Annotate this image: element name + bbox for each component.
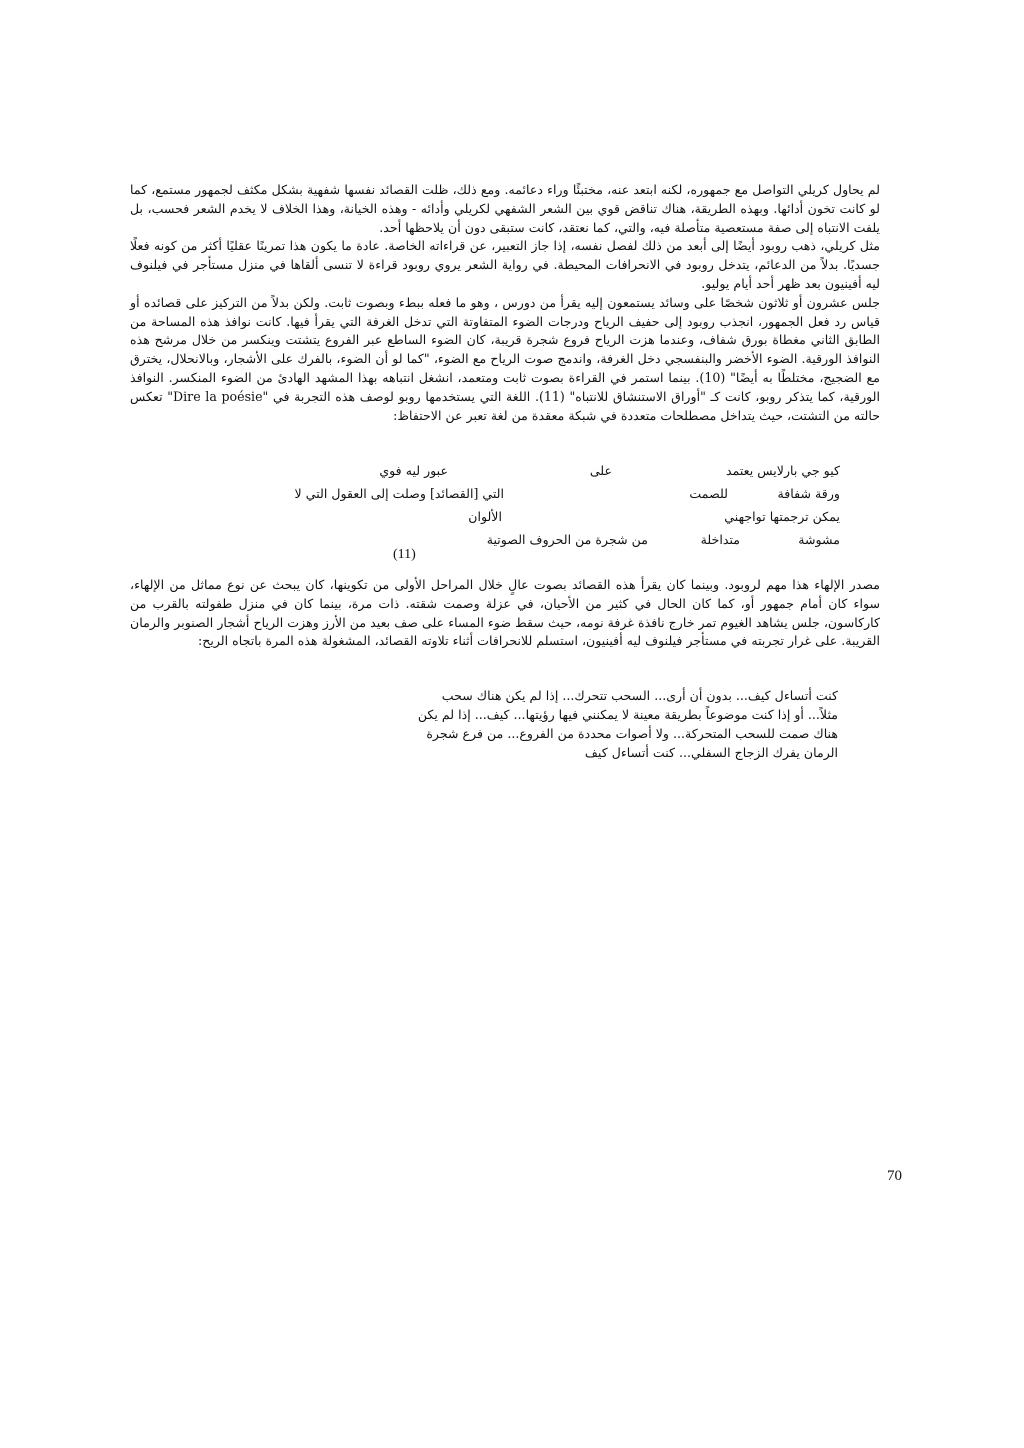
poem-fragment: كيو جي بارلايس يعتمد — [725, 463, 840, 478]
poem-line: الرمان يفرك الزجاج السفلي... كنت أتساءل كيف — [584, 745, 838, 760]
poem-line — [300, 509, 840, 532]
poem-fragment: متداخلة — [700, 532, 740, 547]
paragraph-distraction: مصدر الإلهاء هذا مهم لروبود. وبينما كان يقرأ هذه القصائد بصوت عالٍ خلال المراحل الأولى من تكوينها، كان يبحث عن نوع مماثل من الإلهاء، سواء كان أمام جمهور أو، كما كان الحال في كثير من الأحيان، في عزلة وصمت شقته. ذات مرة، بينما كان في منزل طفولته بالقرب من كاركاسون، جلس يشاهد الغيوم تمر خارج نافذة غرفة نومه، حيث سقط ضوء المساء على صف بعيد من الأرز وهزت الرياح أشجار الصنوبر والرمان القريبة. على غرار تجربته في مستأجر فيلنوف ليه أفينيون، استسلم للانحرافات أثناء تلاوته القصائد، المشغولة هذه المرة باتجاه الريح: — [130, 577, 880, 649]
paragraph-roubaud-reading: مثل كريلي، ذهب روبود أيضًا إلى أبعد من ذلك لفصل نفسه، إذا جاز التعبير، عن قراءاته الخاصة. عادة ما يكون هذا تمرينًا عقليًا أكثر من كونه فعلًا جسديًا. بدلاً من الدعائم، يتدخل روبود في الانحرافات المحيطة. في رواية الشعر يروي روبود قراءة لا تنسى ألقاها في منزل مستأجر في فيلنوف ليه أفينيون بعد ظهر أحد أيام يوليو. — [130, 238, 880, 291]
poem-line — [294, 486, 840, 509]
body-text-upper — [130, 181, 880, 425]
poem-fragment: مشوشة — [798, 532, 840, 547]
body-text-lower — [130, 576, 880, 651]
poem-line — [300, 532, 840, 555]
paragraph-creeley: لم يحاول كريلي التواصل مع جمهوره، لكنه ابتعد عنه، مختبئًا وراء دعائمه. ومع ذلك، ظلت القصائد نفسها شفهية بشكل مكثف لجمهور مستمع، كما لو كانت تخون أدائها. وبهذه الطريقة، هناك تناقض قوي بين الشعر الشفهي لكريلي وأدائه - وهذه الخيانة، وهذا الخلاف لا يخدم الشعر فحسب، بل يلفت الانتباه إلى صفة مستعصية متأصلة فيه، والتي، كما نعتقد، كانت ستبقى دون أن يلاحظها أحد. — [130, 182, 880, 235]
poem-line — [300, 463, 840, 486]
poem-fragment: للصمت — [689, 486, 728, 501]
page-number: 70 — [887, 1168, 902, 1184]
poem-quote-two — [388, 686, 838, 762]
paragraph-cushions-light: جلس عشرون أو ثلاثون شخصًا على وسائد يستمعون إليه يقرأ من دورس ، وهو ما فعله ببطء وبصوت ثابت. ولكن بدلاً من التركيز على قصائده أو قياس رد فعل الجمهور، انجذب روبود إلى حفيف الرياح ودرجات الضوء المتفاوتة التي تدخل الغرفة التي يقرأ فيها. كانت نوافذ هذه المساحة من الطابق الثاني مغطاة بورق شفاف، وعندما هزت الرياح فروع شجرة قريبة، كان الضوء الساطع عبر الفروع يتشتت وينكسر من خلال مرشح هذه النوافذ الورقية. الضوء الأخضر والبنفسجي دخل الغرفة، واندمج صوت الرياح مع الضوء، "كما لو أن الضوء، بالفرك على الأشجار، وبالانحلال، يخترق مع الضجيج، مختلطًا به أيضًا" (10). بينما استمر في القراءة بصوت ثابت ومتعمد، انشغل انتباهه بهذا المشهد الهادئ من الضوء المنكسر. النوافذ الورقية، كما يتذكر روبو، كانت كـ "أوراق الاستنشاق للانتباه" (11). اللغة التي يستخدمها روبو لوصف هذه التجربة في "Dire la poésie" تعكس حالته من التشتت، حيث يتداخل مصطلحات متعددة في شبكة معقدة من لغة تعبر عن الاحتفاظ: — [130, 294, 880, 423]
poem-fragment: الألوان — [468, 509, 502, 524]
poem-line: مثلاً... أو إذا كنت موضوعاً بطريقة معينة لا يمكنني فيها رؤيتها... كيف... إذا لم يكن — [417, 707, 838, 722]
poem-line: كنت أتساءل كيف... بدون أن أرى... السحب تتحرك... إذا لم يكن هناك سحب — [441, 688, 838, 703]
poem-line: هناك صمت للسحب المتحركة... ولا أصوات محددة من الفروع... من فرع شجرة — [426, 726, 838, 741]
poem-fragment: التي [القصائد] وصلت إلى العقول التي لا — [294, 486, 504, 501]
poem-fragment: يمكن ترجمتها تواجهني — [724, 509, 840, 524]
poem-fragment: على — [589, 463, 612, 478]
citation-reference: (11) — [393, 547, 416, 562]
poem-fragment: عبور ليه فوي — [379, 463, 448, 478]
poem-fragment: ورقة شفافة — [777, 486, 840, 501]
poem-fragment: من شجرة من الحروف الصوتية — [486, 532, 648, 547]
poem-quote-one — [294, 463, 840, 555]
